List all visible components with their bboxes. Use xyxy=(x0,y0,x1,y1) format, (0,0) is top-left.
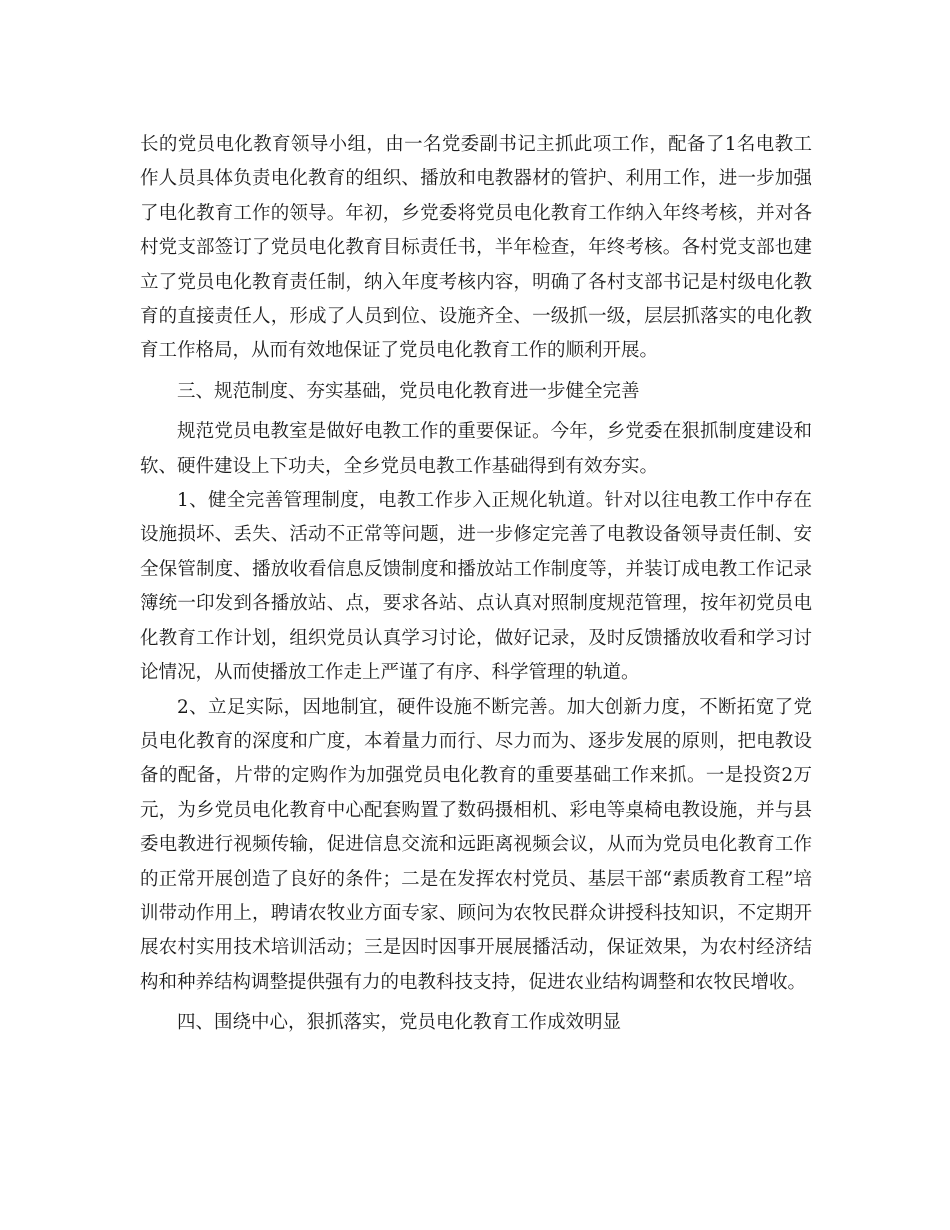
body-paragraph: 规范党员电教室是做好电教工作的重要保证。今年，乡党委在狠抓制度建设和软、硬件建设上下功夫，全乡党员电教工作基础得到有效夯实。 xyxy=(140,421,812,477)
document-body xyxy=(140,128,812,1047)
body-paragraph: 长的党员电化教育领导小组，由一名党委副书记主抓此项工作，配备了1名电教工作人员具体负责电化教育的组织、播放和电教器材的管护、利用工作，进一步加强了电化教育工作的领导。年初，乡党委将党员电化教育工作纳入年终考核，并对各村党支部签订了党员电化教育目标责任书，半年检查，年终考核。各村党支部也建立了党员电化教育责任制，纳入年度考核内容，明确了各村支部书记是村级电化教育的直接责任人，形成了人员到位、设施齐全、一级抓一级，层层抓落实的电化教育工作格局，从而有效地保证了党员电化教育工作的顺利开展。 xyxy=(140,134,812,362)
section-heading: 四、围绕中心，狠抓落实，党员电化教育工作成效明显 xyxy=(177,1012,622,1034)
body-paragraph: 1、健全完善管理制度，电教工作步入正规化轨道。针对以往电教工作中存在设施损坏、丢失、活动不正常等问题，进一步修定完善了电教设备领导责任制、安全保管制度、播放收看信息反馈制度和播放站工作制度等，并装订成电教工作记录簿统一印发到各播放站、点，要求各站、点认真对照制度规范管理，按年初党员电化教育工作计划，组织党员认真学习讨论，做好记录，及时反馈播放收看和学习讨论情况，从而使播放工作走上严谨了有序、科学管理的轨道。 xyxy=(140,490,812,684)
body-paragraph: 2、立足实际，因地制宜，硬件设施不断完善。加大创新力度，不断拓宽了党员电化教育的深度和广度，本着量力而行、尽力而为、逐步发展的原则，把电教设备的配备，片带的定购作为加强党员电化教育的重要基础工作来抓。一是投资2万元，为乡党员电化教育中心配套购置了数码摄相机、彩电等桌椅电教设施，并与县委电教进行视频传输，促进信息交流和远距离视频会议，从而为党员电化教育工作的正常开展创造了良好的条件；二是在发挥农村党员、基层干部“素质教育工程”培训带动作用上，聘请农牧业方面专家、顾问为农牧民群众讲授科技知识，不定期开展农村实用技术培训活动；三是因时因事开展展播活动，保证效果，为农村经济结构和种养结构调整提供强有力的电教科技支持，促进农业结构调整和农牧民增收。 xyxy=(140,696,812,993)
section-heading: 三、规范制度、夯实基础，党员电化教育进一步健全完善 xyxy=(177,380,640,402)
